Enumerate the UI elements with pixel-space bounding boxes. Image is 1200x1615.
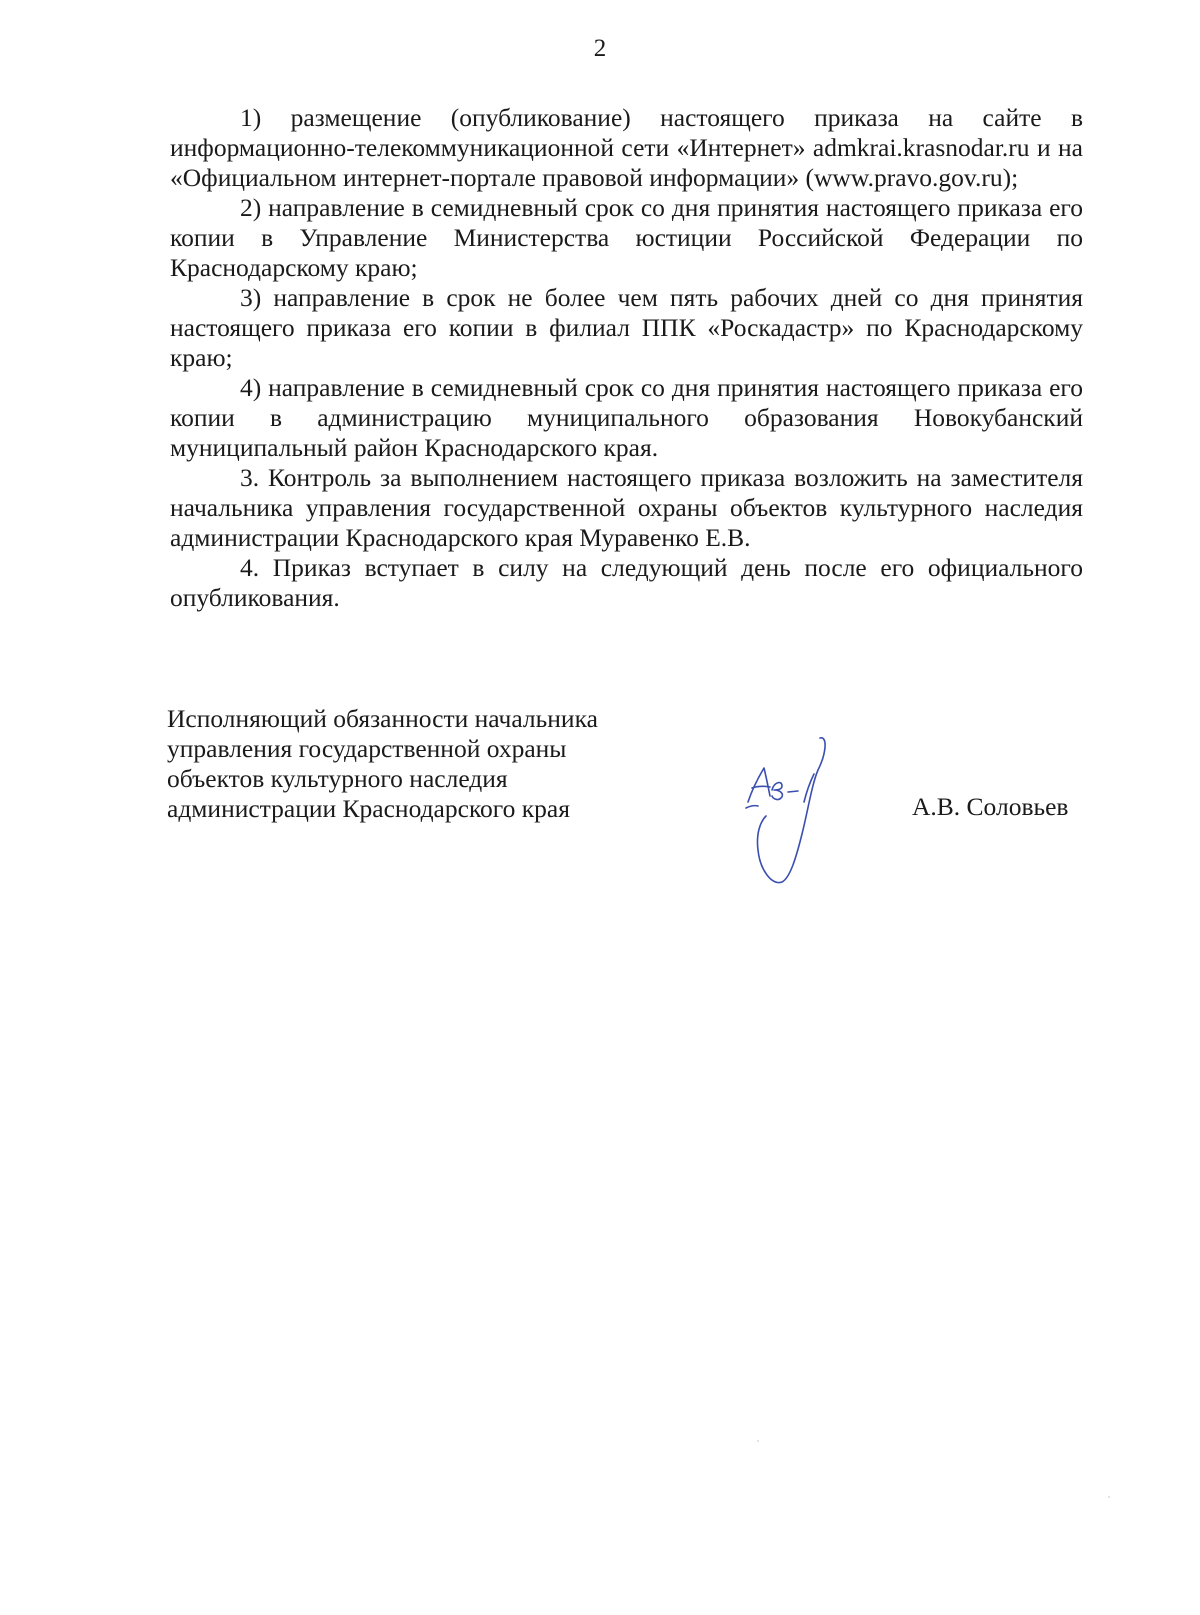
paragraph-effective-date: 4. Приказ вступает в силу на следующий день после его официального опубликования. bbox=[170, 553, 1083, 612]
page-number: 2 bbox=[593, 35, 607, 62]
signatory-position-line: объектов культурного наследия bbox=[167, 764, 508, 793]
paragraph-roskadastr: 3) направление в срок не более чем пять рабочих дней со дня принятия настоящего приказа его копии в филиал ППК «Роскадастр» по Краснодарскому краю; bbox=[170, 283, 1083, 372]
paragraph-municipal-administration: 4) направление в семидневный срок со дня принятия настоящего приказа его копии в администрацию муниципального образования Новокубанский муниципальный район Краснодарского края. bbox=[170, 373, 1083, 462]
scan-speck bbox=[757, 1440, 759, 1442]
signatory-position-line: управления государственной охраны bbox=[167, 734, 567, 763]
paragraph-ministry-of-justice: 2) направление в семидневный срок со дня принятия настоящего приказа его копии в Управление Министерства юстиции Российской Федерации по Краснодарскому краю; bbox=[170, 193, 1083, 282]
scan-speck bbox=[1108, 1496, 1110, 1498]
paragraph-publication: 1) размещение (опубликование) настоящего приказа на сайте в информационно-телекоммуникационной сети «Интернет» admkrai.krasnodar.ru и на «Официальном интернет-портале правовой информации» (www.pravo.gov.ru); bbox=[170, 103, 1083, 192]
document-body bbox=[170, 103, 1083, 613]
signatory-name: А.В. Соловьев bbox=[912, 792, 1069, 821]
handwritten-signature bbox=[730, 730, 840, 890]
signatory-position bbox=[167, 704, 687, 824]
signatory-position-line: Исполняющий обязанности начальника bbox=[167, 704, 598, 733]
signatory-position-line: администрации Краснодарского края bbox=[167, 794, 570, 823]
paragraph-control: 3. Контроль за выполнением настоящего приказа возложить на заместителя начальника управления государственной охраны объектов культурного наследия администрации Краснодарского края Муравенко Е.В. bbox=[170, 463, 1083, 552]
